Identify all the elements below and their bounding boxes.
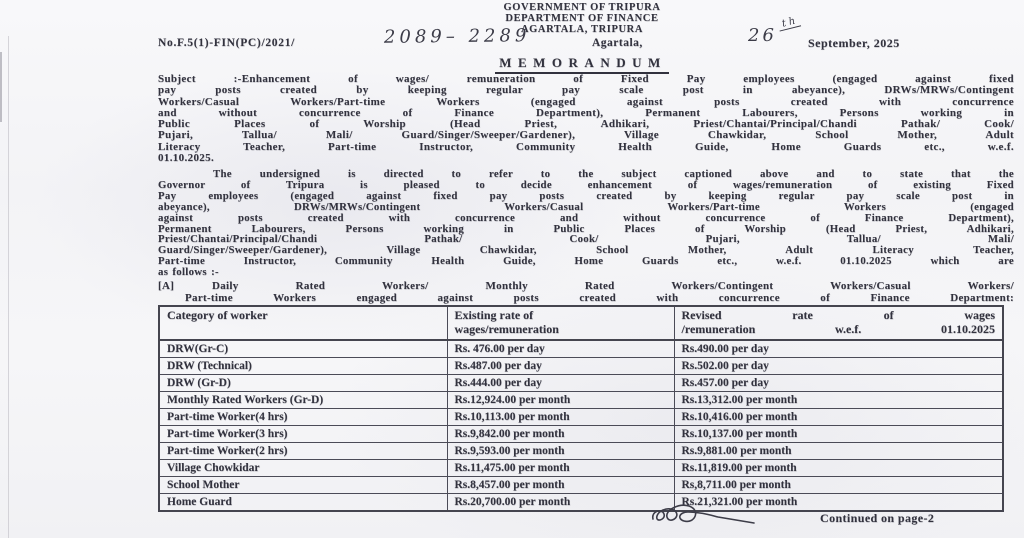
section-a-heading — [158, 281, 1014, 304]
existing-rate-cell: Rs. 476.00 per day — [447, 340, 674, 358]
body-line: Guard/Singer/Sweeper/Gardener), Village Chawkidar, School Mother, Adult Literacy Teacher, — [158, 244, 1014, 257]
revised-rate-cell: Rs.11,819.00 per month — [674, 460, 1003, 477]
table-row — [159, 358, 1003, 375]
body-line: The undersigned is directed to refer to the subject captioned above and to state that the — [213, 168, 1014, 180]
subject-line: Public Places of Worship (Head Priest, Adhikari, Priest/Chantai/Principal/Chandi Pathak/ Cook/ — [158, 118, 1014, 130]
category-cell: Part-time Worker(4 hrs) — [159, 409, 447, 426]
letterhead-department: DEPARTMENT OF FINANCE — [505, 13, 659, 24]
existing-rate-cell: Rs.12,924.00 per month — [447, 392, 674, 409]
category-cell: Part-time Worker(3 hrs) — [159, 426, 447, 443]
revised-rate-cell: Rs.457.00 per day — [674, 375, 1003, 392]
table-row — [159, 409, 1003, 426]
section-a-line2: Part-time Workers engaged against posts created with concurrence of Finance Department: — [185, 291, 1014, 304]
reference-number-handwritten: 2089– 2289 — [383, 25, 531, 48]
memo-title — [160, 54, 1004, 74]
place-label: Agartala, — [592, 37, 643, 49]
memo-title-text: MEMORANDUM — [495, 55, 669, 74]
section-a-marker: [A] — [158, 280, 175, 292]
letterhead-location: AGARTALA, TRIPURA — [520, 24, 644, 35]
body-paragraph — [158, 169, 1014, 278]
category-cell: DRW(Gr-C) — [159, 340, 447, 358]
category-cell: DRW (Technical) — [159, 358, 447, 375]
existing-rate-cell: Rs.20,700.00 per month — [447, 494, 674, 512]
table-row — [159, 494, 1003, 512]
signature-scribble — [648, 500, 760, 532]
scan-edge-line — [8, 36, 9, 538]
revised-rate-cell: Rs.490.00 per day — [674, 340, 1003, 358]
existing-rate-cell: Rs.487.00 per day — [447, 358, 674, 375]
revised-rate-cell: Rs.502.00 per day — [674, 358, 1003, 375]
col-header-revised-rate: Revised rate of wages /remuneration w.e.f. 01.10.2025 — [674, 306, 1003, 340]
scan-edge-mark — [0, 52, 2, 122]
revised-rate-cell: Rs.9,881.00 per month — [674, 443, 1003, 460]
body-line: Pay employees (engaged against fixed pay posts created by keeping regular pay scale post in — [158, 189, 1014, 202]
body-line: against posts created with concurrence and without concurrence of Finance Department), — [158, 211, 1014, 224]
category-cell: Village Chowkidar — [159, 460, 447, 477]
existing-rate-cell: Rs.10,113.00 per month — [447, 409, 674, 426]
table-row — [159, 392, 1003, 409]
body-line: as follows :- — [158, 266, 219, 279]
body-line: Part-time Instructor, Community Health Guide, Home Guards etc., w.e.f. 01.10.2025 which are — [158, 255, 1014, 268]
table-row — [159, 460, 1003, 477]
subject-line: Literacy Teacher, Part-time Instructor, Community Health Guide, Home Guards etc., w.e.f. — [158, 140, 1014, 153]
revised-rate-cell: Rs.13,312.00 per month — [674, 392, 1003, 409]
subject-line: and without concurrence of Finance Department), Permanent Labourers, Persons working in — [158, 106, 1014, 119]
table-header-row — [159, 306, 1003, 340]
revised-rate-cell: Rs.21,321.00 per month — [674, 494, 1003, 512]
category-cell: School Mother — [159, 477, 447, 494]
subject-paragraph — [158, 74, 1014, 164]
date-printed: September, 2025 — [808, 36, 900, 50]
body-line: Priest/Chantai/Principal/Chandi Pathak/ Cook/ Pujari, Tallua/ Mali/ — [158, 233, 1014, 246]
wage-rates-table — [158, 305, 1004, 512]
subject-line: Workers/Casual Workers/Part-time Workers (engaged against posts created with concurrence — [158, 95, 1014, 108]
body-line: Permanent Labourers, Persons working in Public Places of Worship (Head Priest, Adhikari, — [158, 222, 1014, 235]
table-row — [159, 426, 1003, 443]
existing-rate-cell: Rs.9,842.00 per month — [447, 426, 674, 443]
revised-rate-cell: Rs.10,416.00 per month — [674, 409, 1003, 426]
section-a-title: Daily Rated Workers/ Monthly Rated Workers/Contingent Workers/Casual Workers/ — [212, 280, 1014, 292]
category-cell: DRW (Gr-D) — [159, 375, 447, 392]
existing-rate-cell: Rs.9,593.00 per month — [447, 443, 674, 460]
existing-rate-cell: Rs.444.00 per day — [447, 375, 674, 392]
letterhead-government: GOVERNMENT OF TRIPURA — [503, 2, 661, 13]
revised-rate-cell: Rs,8,711.00 per month — [674, 477, 1003, 494]
body-line: Governor of Tripura is pleased to decide enhancement of wages/remuneration of existing Fixed — [158, 178, 1014, 191]
subject-line: 01.10.2025. — [158, 151, 215, 164]
date-day-suffix: th — [777, 14, 802, 31]
table-row — [159, 375, 1003, 392]
table-row — [159, 443, 1003, 460]
existing-rate-cell: Rs.8,457.00 per month — [447, 477, 674, 494]
subject-line: Pujari, Tallua/ Mali/ Guard/Singer/Sweeper/Gardener), Village Chawkidar, School Mother, Adult — [158, 129, 1014, 142]
revised-rate-cell: Rs.10,137.00 per month — [674, 426, 1003, 443]
table-row — [159, 477, 1003, 494]
category-cell: Home Guard — [159, 494, 447, 512]
category-cell: Monthly Rated Workers (Gr-D) — [159, 392, 447, 409]
col-header-category: Category of worker — [159, 306, 447, 340]
col-header-existing-rate: Existing rate of wages/remuneration — [447, 306, 674, 340]
subject-line: Subject :-Enhancement of wages/ remuneration of Fixed Pay employees (engaged against fixed — [158, 73, 1014, 85]
table-row — [159, 340, 1003, 358]
continued-note: Continued on page-2 — [820, 511, 935, 525]
existing-rate-cell: Rs.11,475.00 per month — [447, 460, 674, 477]
category-cell: Part-time Worker(2 hrs) — [159, 443, 447, 460]
section-a-line1 — [158, 281, 1014, 293]
subject-line: pay posts created by keeping regular pay scale post in abeyance), DRWs/MRWs/Contingent — [158, 84, 1014, 97]
date-day-number: 26 — [748, 25, 777, 46]
body-line: abeyance), DRWs/MRWs/Contingent Workers/Casual Workers/Part-time Workers (engaged — [158, 200, 1014, 213]
reference-number-printed: No.F.5(1)-FIN(PC)/2021/ — [158, 37, 296, 49]
